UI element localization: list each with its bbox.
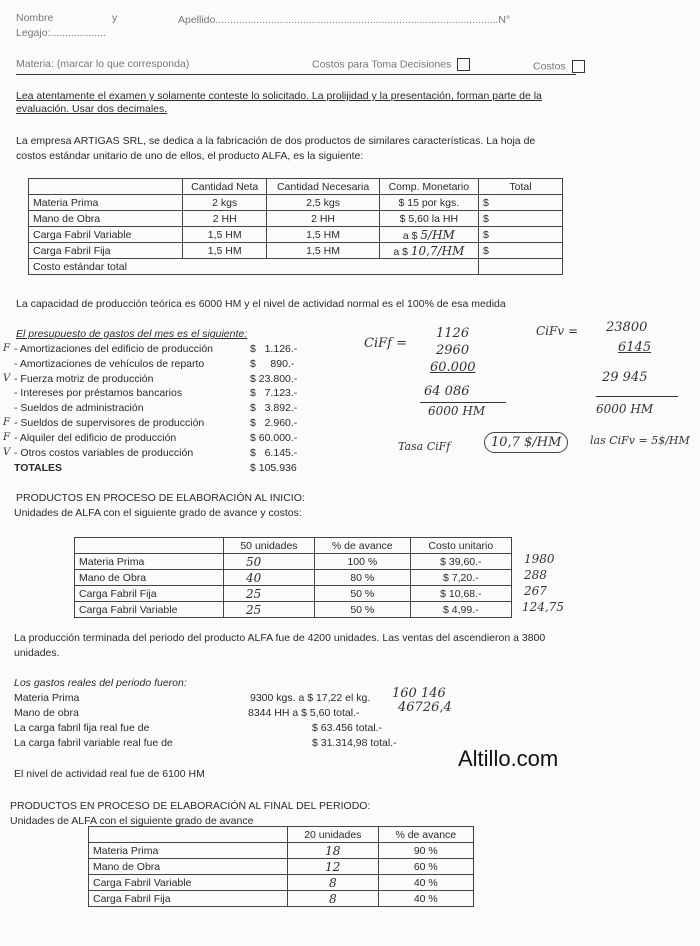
row-label: Carga Fabril Variable <box>89 875 288 891</box>
budget-item-label: - Otros costos variables de producción <box>14 447 194 459</box>
hand-cif-label: CiFf = <box>364 336 407 351</box>
materia-label: Materia: (marcar lo que corresponda) <box>16 58 190 70</box>
budget-item-value: $ 60.000.- <box>250 432 298 444</box>
hand-value: 46726,4 <box>398 700 452 715</box>
hand-divisor: 6000 HM <box>428 404 486 418</box>
handwritten-value: 10,7/HM <box>410 243 465 258</box>
cell: 1,5 HM <box>183 227 267 243</box>
activity-text: El nivel de actividad real fue de 6100 HM <box>14 768 205 780</box>
hand-value: 23800 <box>606 320 648 335</box>
handwritten-value: 25 <box>224 602 315 618</box>
divider <box>16 74 576 75</box>
budget-item-value: $ 2.960.- <box>250 417 298 429</box>
hand-value: 1126 <box>436 326 470 341</box>
cell: 40 % <box>378 891 473 907</box>
cell <box>379 243 478 259</box>
budget-mark: F <box>3 417 10 428</box>
cell: 1,5 HM <box>267 243 379 259</box>
hand-value: 124,75 <box>522 600 564 614</box>
budget-item-label: - Alquiler del edificio de producción <box>14 432 177 444</box>
budget-item-label: - Amortizaciones del edificio de producción <box>14 343 214 355</box>
row-label: Mano de Obra <box>75 570 224 586</box>
budget-item-label: - Sueldos de administración <box>14 402 144 414</box>
table-row <box>29 211 563 227</box>
hand-tasa-label: Tasa CiFf <box>398 440 451 453</box>
cell: 40 % <box>378 875 473 891</box>
cell: 90 % <box>378 843 473 859</box>
hand-value: 160 146 <box>392 686 446 701</box>
budget-item-label: - Intereses por préstamos bancarios <box>14 387 183 399</box>
real-cost-value: 9300 kgs. a $ 17,22 el kg. <box>250 692 371 704</box>
budget-mark: F <box>3 343 10 354</box>
real-cost-value: $ 63.456 total.- <box>312 722 383 734</box>
hand-sum: 29 945 <box>602 370 648 385</box>
table-row <box>89 875 474 891</box>
table-row <box>75 554 512 570</box>
row-label: Carga Fabril Fija <box>75 586 224 602</box>
table-row <box>29 259 563 275</box>
legajo-field: Legajo:................... <box>16 27 106 39</box>
hand-value: 2960 <box>436 343 470 358</box>
apellido-field: Apellido.................................................................................................N° <box>178 14 511 26</box>
row-label: Materia Prima <box>29 195 183 211</box>
table-header: 20 unidades <box>288 827 379 843</box>
real-cost-label: La carga fabril variable real fue de <box>14 737 173 749</box>
row-label: Carga Fabril Fija <box>29 243 183 259</box>
budget-item-value: $ 7.123.- <box>250 387 298 399</box>
watermark-text: Altillo.com <box>458 746 559 771</box>
nombre-label: Nombre <box>16 12 54 24</box>
table-header: 50 unidades <box>224 538 315 554</box>
instructions: Lea atentamente el examen y solamente conteste lo solicitado. La prolijidad y la presentación, forman parte de la evaluación. Usar dos decimales. <box>16 90 542 115</box>
cell: 1,5 HM <box>267 227 379 243</box>
handwritten-value: 8 <box>288 875 379 891</box>
hand-divisor: 6000 HM <box>596 402 654 416</box>
budget-item-value: $ 23.800.- <box>250 373 298 385</box>
intro-line-2: costos estándar unitario de uno de ellos, el producto ALFA, es la siguiente: <box>16 150 364 162</box>
row-label: Carga Fabril Fija <box>89 891 288 907</box>
handwritten-value: 25 <box>224 586 315 602</box>
option-costos-label: Costos <box>533 60 566 73</box>
cell: 1,5 HM <box>183 243 267 259</box>
checkbox-icon <box>572 60 585 73</box>
option-toma-decisiones-label: Costos para Toma Decisiones <box>312 58 452 71</box>
cell: 2 HH <box>183 211 267 227</box>
wip-end-table <box>88 826 474 907</box>
wip-start-subtitle: Unidades de ALFA con el siguiente grado de avance y costos: <box>14 507 302 519</box>
hand-tasa-value: 10,7 $/HM <box>484 432 568 453</box>
cell: $ 7,20.- <box>410 570 511 586</box>
cell: 100 % <box>314 554 410 570</box>
capacity-text: La capacidad de producción teórica es 6000 HM y el nivel de actividad normal es el 100% de esa medida <box>16 298 506 310</box>
production-line-1: La producción terminada del periodo del producto ALFA fue de 4200 unidades. Las ventas del ascendieron a 3800 <box>14 632 546 644</box>
hand-value: 1980 <box>524 552 555 566</box>
row-label: Materia Prima <box>75 554 224 570</box>
table-header: % de avance <box>314 538 410 554</box>
wip-end-subtitle: Unidades de ALFA con el siguiente grado de avance <box>10 815 254 827</box>
cell: $ 5,60 la HH <box>379 211 478 227</box>
option-costos <box>533 60 585 73</box>
row-label: Carga Fabril Variable <box>29 227 183 243</box>
handwritten-value: 5/HM <box>420 227 455 242</box>
hand-cifv-result: las CiFv = 5$/HM <box>590 434 690 447</box>
row-label: Materia Prima <box>89 843 288 859</box>
cell: 2 HH <box>267 211 379 227</box>
hand-cifv-label: CiFv = <box>536 324 578 338</box>
hand-line <box>596 396 678 397</box>
table-header: Cantidad Necesaria <box>267 179 379 195</box>
checkbox-icon <box>457 58 470 71</box>
wip-start-title: PRODUCTOS EN PROCESO DE ELABORACIÓN AL INICIO: <box>16 492 305 504</box>
production-line-2: unidades. <box>14 647 60 659</box>
budget-item-value: $ 1.126.- <box>250 343 298 355</box>
real-costs-title: Los gastos reales del periodo fueron: <box>14 677 187 689</box>
table-row <box>29 243 563 259</box>
row-label: Mano de Obra <box>89 859 288 875</box>
budget-mark: V <box>3 447 11 458</box>
cell: $ <box>479 227 563 243</box>
handwritten-value: 8 <box>288 891 379 907</box>
budget-item-value: $ 6.145.- <box>250 447 298 459</box>
cell-text: a $ <box>402 229 418 242</box>
budget-item-label: - Sueldos de supervisores de producción <box>14 417 205 429</box>
cell-text: a $ <box>393 245 408 258</box>
row-label: Carga Fabril Variable <box>75 602 224 618</box>
real-cost-label: Materia Prima <box>14 692 80 704</box>
budget-title: El presupuesto de gastos del mes es el siguiente: <box>16 328 248 340</box>
hand-value: 267 <box>524 584 547 598</box>
budget-total-value: $ 105.936 <box>250 462 297 474</box>
cell: $ 10,68.- <box>410 586 511 602</box>
table-header: Total <box>479 179 563 195</box>
cell: $ 39,60.- <box>410 554 511 570</box>
budget-item-value: $ 890.- <box>250 358 295 370</box>
cell: 50 % <box>314 602 410 618</box>
cell: 2,5 kgs <box>267 195 379 211</box>
hand-value: 60.000 <box>430 360 476 375</box>
cell: $ <box>479 243 563 259</box>
hand-sum: 64 086 <box>424 384 470 399</box>
table-row <box>89 843 474 859</box>
cell: $ 4,99.- <box>410 602 511 618</box>
cell: $ <box>479 195 563 211</box>
wip-start-table <box>74 537 512 618</box>
table-row <box>89 827 474 843</box>
table-header <box>89 827 288 843</box>
budget-item-value: $ 3.892.- <box>250 402 298 414</box>
real-cost-value: $ 31.314,98 total.- <box>312 737 397 749</box>
option-toma-decisiones <box>312 58 470 71</box>
table-row <box>75 570 512 586</box>
table-header <box>29 179 183 195</box>
cell: $ <box>479 211 563 227</box>
cell: 60 % <box>378 859 473 875</box>
table-header: Comp. Monetario <box>379 179 478 195</box>
table-header: Cantidad Neta <box>183 179 267 195</box>
table-row <box>29 227 563 243</box>
real-cost-label: La carga fabril fija real fue de <box>14 722 150 734</box>
cell: $ 15 por kgs. <box>379 195 478 211</box>
hand-value: 288 <box>524 568 547 582</box>
handwritten-value: 50 <box>224 554 315 570</box>
footer-label: Costo estándar total <box>29 259 479 275</box>
table-row <box>75 586 512 602</box>
y-label: y <box>112 12 118 24</box>
table-row <box>89 891 474 907</box>
real-cost-value: 8344 HH a $ 5,60 total.- <box>248 707 360 719</box>
cell <box>479 259 563 275</box>
intro-line-1: La empresa ARTIGAS SRL, se dedica a la fabricación de dos productos de similares características. La hoja de <box>16 135 536 147</box>
wip-end-title: PRODUCTOS EN PROCESO DE ELABORACIÓN AL FINAL DEL PERIODO: <box>10 800 371 812</box>
hand-value: 6145 <box>618 340 652 355</box>
row-label: Mano de Obra <box>29 211 183 227</box>
handwritten-value: 40 <box>224 570 315 586</box>
table-header: Costo unitario <box>410 538 511 554</box>
hand-line <box>420 402 506 403</box>
budget-item-label: - Fuerza motriz de producción <box>14 373 154 385</box>
table-header <box>75 538 224 554</box>
budget-total-label: TOTALES <box>14 462 63 474</box>
table-row <box>29 195 563 211</box>
real-cost-label: Mano de obra <box>14 707 79 719</box>
table-row <box>89 859 474 875</box>
budget-mark: V <box>3 373 11 384</box>
budget-mark: F <box>3 432 10 443</box>
cell: 2 kgs <box>183 195 267 211</box>
cost-table <box>28 178 563 275</box>
handwritten-value: 12 <box>288 859 379 875</box>
budget-item-label: - Amortizaciones de vehículos de reparto <box>14 358 205 370</box>
table-row <box>75 538 512 554</box>
cell: 80 % <box>314 570 410 586</box>
table-row <box>75 602 512 618</box>
cell: 50 % <box>314 586 410 602</box>
table-row <box>29 179 563 195</box>
cell <box>379 227 478 243</box>
handwritten-value: 18 <box>288 843 379 859</box>
table-header: % de avance <box>378 827 473 843</box>
